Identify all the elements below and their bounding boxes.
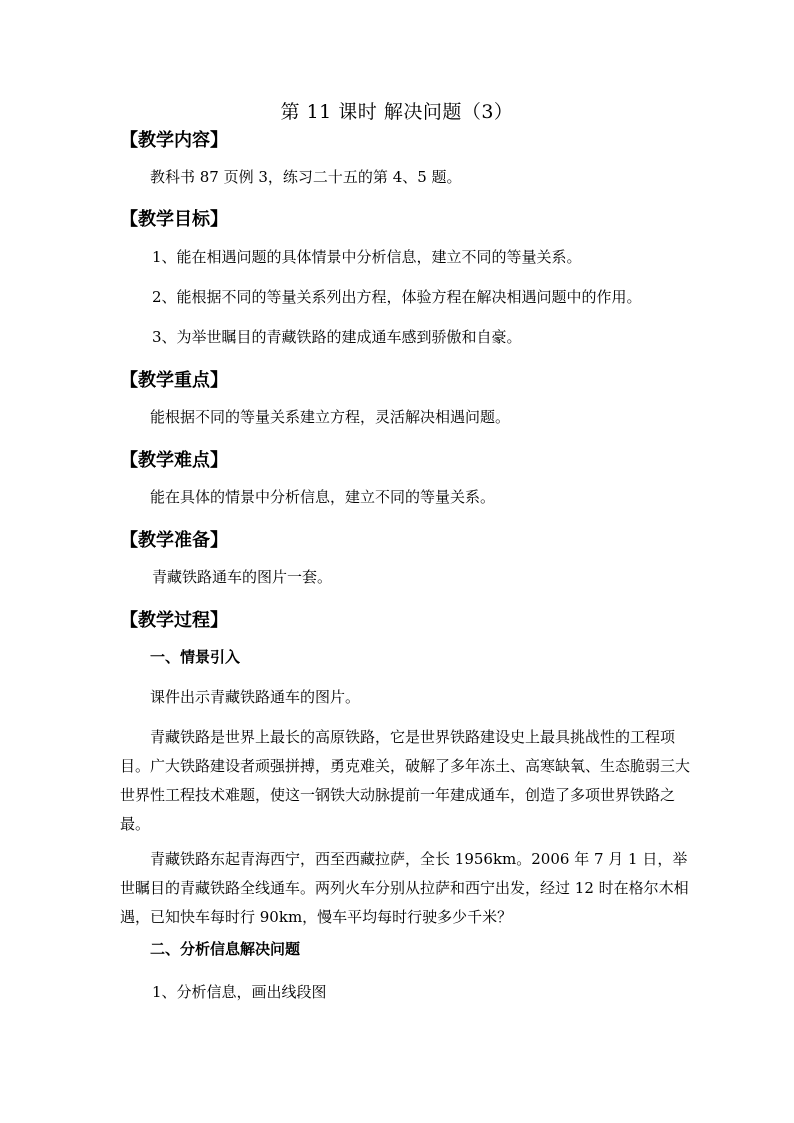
section-heading-goals: 【教学目标】 (120, 209, 228, 230)
section-heading-process: 【教学过程】 (120, 610, 228, 631)
goal-item-1: 1、能在相遇问题的具体情景中分析信息，建立不同的等量关系。 (152, 248, 582, 266)
prep-text: 青藏铁路通车的图片一套。 (152, 568, 333, 586)
lesson-title: 第 11 课时 解决问题（3） (280, 101, 514, 123)
goal-item-2: 2、能根据不同的等量关系列出方程，体验方程在解决相遇问题中的作用。 (152, 288, 642, 306)
process-paragraph-2: 青藏铁路东起青海西宁，西至西藏拉萨，全长 1956km。2006 年 7 月 1 日，举世瞩目的青藏铁路全线通车。两列火车分别从拉萨和西宁出发，经过 12 时在格尔木相遇，已知快车每时行 90km，慢车平均每时行驶多少千米？ (120, 850, 689, 926)
section-heading-difficulty: 【教学难点】 (120, 450, 228, 471)
goal-item-3: 3、为举世瞩目的青藏铁路的建成通车感到骄傲和自豪。 (152, 328, 522, 346)
key-text: 能根据不同的等量关系建立方程，灵活解决相遇问题。 (150, 408, 511, 426)
difficulty-text: 能在具体的情景中分析信息，建立不同的等量关系。 (150, 488, 496, 506)
process-part2-step1: 1、分析信息，画出线段图 (152, 983, 327, 1001)
process-paragraph-1: 青藏铁路是世界上最长的高原铁路，它是世界铁路建设史上最具挑战性的工程项目。广大铁路建设者顽强拼搏，勇克难关，破解了多年冻土、高寒缺氧、生态脆弱三大世界性工程技术难题，使这一钢铁大动脉提前一年建成通车，创造了多项世界铁路之最。 (120, 728, 691, 833)
section-heading-prep: 【教学准备】 (120, 530, 228, 551)
section-heading-content: 【教学内容】 (120, 130, 228, 151)
content-text: 教科书 87 页例 3，练习二十五的第 4、5 题。 (150, 168, 462, 186)
section-heading-key: 【教学重点】 (120, 370, 228, 391)
process-part2-title: 二、分析信息解决问题 (150, 940, 301, 958)
process-part1-line: 课件出示青藏铁路通车的图片。 (150, 688, 361, 706)
process-part1-title: 一、情景引入 (150, 648, 241, 666)
